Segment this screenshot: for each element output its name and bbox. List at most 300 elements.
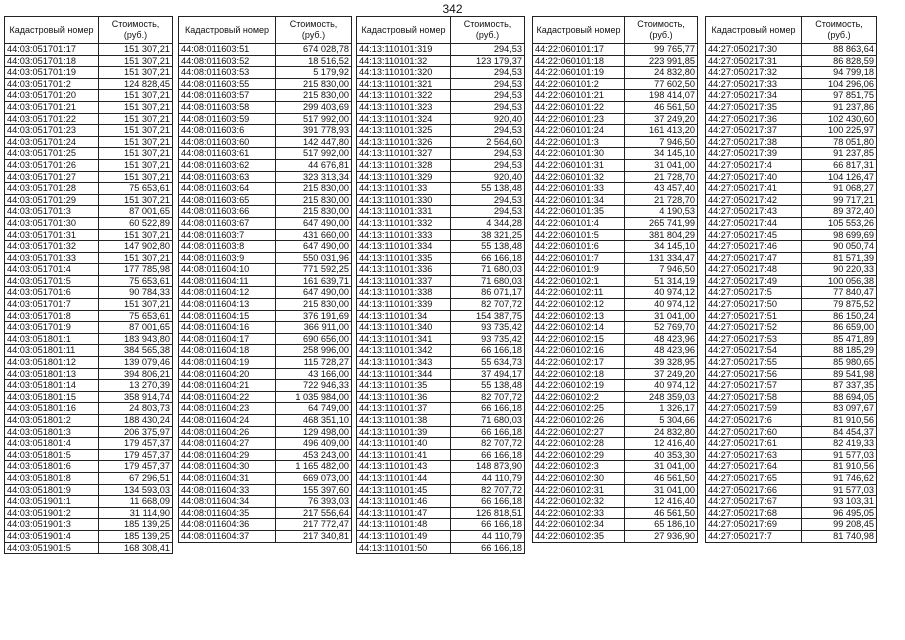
cost-value: 105 553,26 <box>802 217 877 229</box>
table-row <box>179 530 352 542</box>
cost-value: 215 830,00 <box>276 78 352 90</box>
cost-value: 67 296,51 <box>99 472 173 484</box>
cadastral-number: 44:22:060102:30 <box>533 472 625 484</box>
table-row <box>533 90 698 102</box>
cadastral-number: 44:03:051701:22 <box>5 113 99 125</box>
table-row <box>533 275 698 287</box>
cadastral-number: 44:22:060102:33 <box>533 507 625 519</box>
cost-value: 920,40 <box>451 171 525 183</box>
cadastral-number: 44:08:011603:65 <box>179 194 276 206</box>
cadastral-number: 44:03:051901:4 <box>5 530 99 542</box>
table-row <box>5 44 173 56</box>
table-row <box>179 252 352 264</box>
table-row <box>706 519 877 531</box>
cost-value: 91 577,03 <box>802 449 877 461</box>
table-row <box>5 299 173 311</box>
cost-value: 89 372,40 <box>802 206 877 218</box>
cost-value: 66 166,18 <box>451 426 525 438</box>
cadastral-number: 44:08:011604:20 <box>179 368 276 380</box>
cadastral-number: 44:27:050217:52 <box>706 322 802 334</box>
cost-value: 93 735,42 <box>451 333 525 345</box>
cost-value: 4 344,28 <box>451 217 525 229</box>
table-row <box>533 55 698 67</box>
table-row <box>706 438 877 450</box>
table-row <box>357 519 525 531</box>
cost-value: 12 416,40 <box>625 496 698 508</box>
table-row <box>706 345 877 357</box>
cadastral-number: 44:03:051701:7 <box>5 299 99 311</box>
cadastral-number: 44:27:050217:65 <box>706 472 802 484</box>
cost-value: 151 307,21 <box>99 136 173 148</box>
cadastral-number: 44:22:060102:14 <box>533 322 625 334</box>
cost-value: 99 717,21 <box>802 194 877 206</box>
table-row <box>179 322 352 334</box>
cost-value: 88 694,05 <box>802 391 877 403</box>
cost-value: 86 071,17 <box>451 287 525 299</box>
cost-value: 88 863,64 <box>802 44 877 56</box>
cadastral-number: 44:27:050217:54 <box>706 345 802 357</box>
cadastral-number: 44:03:051801:5 <box>5 449 99 461</box>
cost-value: 215 830,00 <box>276 90 352 102</box>
cost-value: 79 875,52 <box>802 299 877 311</box>
table-row <box>5 403 173 415</box>
table-row <box>179 426 352 438</box>
table-row <box>533 136 698 148</box>
table-row <box>5 438 173 450</box>
table-row <box>357 310 525 322</box>
cost-value: 24 832,80 <box>625 426 698 438</box>
cost-value: 86 150,24 <box>802 310 877 322</box>
table-row <box>357 415 525 427</box>
cadastral-number: 44:13:110101:323 <box>357 101 451 113</box>
cadastral-number: 44:27:050217:36 <box>706 113 802 125</box>
cadastral-number: 44:22:060101:23 <box>533 113 625 125</box>
cost-value: 674 028,78 <box>276 44 352 56</box>
cadastral-number: 44:08:011604:24 <box>179 415 276 427</box>
table-row <box>5 287 173 299</box>
table-row <box>179 55 352 67</box>
cost-value: 294,53 <box>451 101 525 113</box>
cost-value: 258 996,00 <box>276 345 352 357</box>
cost-value: 85 980,65 <box>802 357 877 369</box>
table-row <box>533 310 698 322</box>
table-row <box>357 78 525 90</box>
cadastral-number: 44:13:110101:48 <box>357 519 451 531</box>
table-row <box>179 345 352 357</box>
cadastral-number: 44:03:051801:3 <box>5 426 99 438</box>
cost-value: 139 079,46 <box>99 357 173 369</box>
table-row <box>357 380 525 392</box>
table-row <box>5 496 173 508</box>
cadastral-number: 44:27:050217:5 <box>706 287 802 299</box>
table-row <box>179 403 352 415</box>
table-row <box>533 101 698 113</box>
table-row <box>5 415 173 427</box>
cost-value: 129 498,00 <box>276 426 352 438</box>
header-cadastral-number: Кадастровый номер <box>5 17 99 44</box>
cost-value: 38 321,25 <box>451 229 525 241</box>
cadastral-number: 44:22:060102:3 <box>533 461 625 473</box>
cadastral-number: 44:08:011604:18 <box>179 345 276 357</box>
cadastral-number: 44:22:060101:31 <box>533 159 625 171</box>
cadastral-number: 44:22:060102:11 <box>533 287 625 299</box>
cost-value: 60 522,89 <box>99 217 173 229</box>
table-row <box>533 472 698 484</box>
cadastral-number: 44:13:110101:340 <box>357 322 451 334</box>
cadastral-number: 44:27:050217:69 <box>706 519 802 531</box>
table-row <box>179 333 352 345</box>
cost-value: 124 828,45 <box>99 78 173 90</box>
table-row <box>533 345 698 357</box>
cost-value: 81 571,39 <box>802 252 877 264</box>
cadastral-number: 44:22:060102:27 <box>533 426 625 438</box>
table-row <box>357 275 525 287</box>
cadastral-number: 44:13:110101:49 <box>357 530 451 542</box>
cost-value: 87 001,65 <box>99 206 173 218</box>
table-row <box>706 136 877 148</box>
table-row <box>5 542 173 554</box>
table-row <box>179 287 352 299</box>
table-row <box>357 55 525 67</box>
cadastral-number: 44:27:050217:57 <box>706 380 802 392</box>
table-row <box>533 67 698 79</box>
cost-value: 183 943,80 <box>99 333 173 345</box>
table-row <box>179 391 352 403</box>
table-row <box>533 229 698 241</box>
cadastral-number: 44:27:050217:64 <box>706 461 802 473</box>
cadastral-number: 44:27:050217:40 <box>706 171 802 183</box>
cost-value: 93 735,42 <box>451 322 525 334</box>
header-cost: Стоимость, (руб.) <box>99 17 173 44</box>
cadastral-number: 44:27:050217:48 <box>706 264 802 276</box>
header-cost: Стоимость, (руб.) <box>451 17 525 44</box>
cadastral-number: 44:13:110101:336 <box>357 264 451 276</box>
table-row <box>357 333 525 345</box>
cost-value: 71 680,03 <box>451 264 525 276</box>
cost-value: 24 832,80 <box>625 67 698 79</box>
cadastral-number: 44:22:060102:29 <box>533 449 625 461</box>
table-row <box>357 194 525 206</box>
cadastral-number: 44:13:110101:344 <box>357 368 451 380</box>
cost-value: 151 307,21 <box>99 194 173 206</box>
cadastral-number: 44:03:051801:6 <box>5 461 99 473</box>
table-row <box>5 380 173 392</box>
cost-value: 37 249,20 <box>625 368 698 380</box>
table-row <box>179 461 352 473</box>
cadastral-number: 44:03:051801:11 <box>5 345 99 357</box>
cost-value: 248 359,03 <box>625 391 698 403</box>
cost-value: 100 056,38 <box>802 275 877 287</box>
table-row <box>706 101 877 113</box>
table-row <box>706 125 877 137</box>
cadastral-number: 44:03:051701:3 <box>5 206 99 218</box>
cadastral-number: 44:13:110101:322 <box>357 90 451 102</box>
cost-value: 37 494,17 <box>451 368 525 380</box>
cadastral-number: 44:27:050217:67 <box>706 496 802 508</box>
table-row <box>533 299 698 311</box>
table-row <box>5 241 173 253</box>
cost-value: 168 308,41 <box>99 542 173 554</box>
cadastral-number: 44:27:050217:39 <box>706 148 802 160</box>
table-row <box>179 264 352 276</box>
cost-value: 91 068,27 <box>802 183 877 195</box>
cost-value: 87 001,65 <box>99 322 173 334</box>
cost-value: 37 249,20 <box>625 113 698 125</box>
cost-value: 123 179,37 <box>451 55 525 67</box>
cadastral-number: 44:03:051701:4 <box>5 264 99 276</box>
cadastral-table-1 <box>4 16 173 554</box>
table-row <box>179 241 352 253</box>
cadastral-number: 44:27:050217:58 <box>706 391 802 403</box>
cadastral-number: 44:27:050217:44 <box>706 217 802 229</box>
table-row <box>533 507 698 519</box>
cost-value: 104 296,06 <box>802 78 877 90</box>
cadastral-number: 44:27:050217:42 <box>706 194 802 206</box>
cadastral-number: 44:13:110101:39 <box>357 426 451 438</box>
table-row <box>706 472 877 484</box>
table-row <box>179 299 352 311</box>
cost-value: 55 138,48 <box>451 380 525 392</box>
table-row <box>179 90 352 102</box>
table-row <box>533 333 698 345</box>
cadastral-number: 44:08:011604:15 <box>179 310 276 322</box>
cadastral-number: 44:08:011603:55 <box>179 78 276 90</box>
cost-value: 151 307,21 <box>99 171 173 183</box>
cost-value: 198 414,07 <box>625 90 698 102</box>
table-row <box>5 333 173 345</box>
cost-value: 87 337,35 <box>802 380 877 392</box>
cost-value: 46 561,50 <box>625 507 698 519</box>
table-row <box>533 113 698 125</box>
cadastral-number: 44:08:011603:51 <box>179 44 276 56</box>
cadastral-number: 44:22:060102:34 <box>533 519 625 531</box>
table-row <box>179 357 352 369</box>
cost-value: 148 873,90 <box>451 461 525 473</box>
cost-value: 5 179,92 <box>276 67 352 79</box>
table-row <box>5 507 173 519</box>
table-row <box>5 519 173 531</box>
cost-value: 294,53 <box>451 78 525 90</box>
table-row <box>533 449 698 461</box>
cost-value: 323 313,34 <box>276 171 352 183</box>
cost-value: 215 830,00 <box>276 183 352 195</box>
cost-value: 88 185,29 <box>802 345 877 357</box>
cost-value: 147 902,80 <box>99 241 173 253</box>
cadastral-number: 44:22:060101:5 <box>533 229 625 241</box>
cost-value: 96 495,05 <box>802 507 877 519</box>
cost-value: 154 387,75 <box>451 310 525 322</box>
cost-value: 151 307,21 <box>99 299 173 311</box>
table-row <box>179 380 352 392</box>
cost-value: 517 992,00 <box>276 148 352 160</box>
cost-value: 550 031,96 <box>276 252 352 264</box>
cost-value: 115 728,27 <box>276 357 352 369</box>
cost-value: 40 353,30 <box>625 449 698 461</box>
table-row <box>5 357 173 369</box>
cadastral-number: 44:08:011604:22 <box>179 391 276 403</box>
cadastral-number: 44:13:110101:341 <box>357 333 451 345</box>
cost-value: 384 565,38 <box>99 345 173 357</box>
cost-value: 294,53 <box>451 194 525 206</box>
cadastral-number: 44:03:051701:28 <box>5 183 99 195</box>
cadastral-number: 44:27:050217:66 <box>706 484 802 496</box>
cadastral-number: 44:22:060102:15 <box>533 333 625 345</box>
cost-value: 55 634,73 <box>451 357 525 369</box>
cost-value: 77 840,47 <box>802 287 877 299</box>
cost-value: 91 237,86 <box>802 101 877 113</box>
cadastral-number: 44:03:051801:8 <box>5 472 99 484</box>
cadastral-number: 44:03:051801:9 <box>5 484 99 496</box>
cadastral-number: 44:03:051801:2 <box>5 415 99 427</box>
table-row <box>706 194 877 206</box>
table-row <box>533 438 698 450</box>
cadastral-number: 44:27:050217:53 <box>706 333 802 345</box>
cost-value: 44 110,79 <box>451 472 525 484</box>
cost-value: 134 593,03 <box>99 484 173 496</box>
cost-value: 151 307,21 <box>99 67 173 79</box>
cadastral-number: 44:08:011604:34 <box>179 496 276 508</box>
cost-value: 24 803,73 <box>99 403 173 415</box>
header-cadastral-number: Кадастровый номер <box>533 17 625 44</box>
table-row <box>357 136 525 148</box>
cadastral-number: 44:08:011603:62 <box>179 159 276 171</box>
cost-value: 215 830,00 <box>276 194 352 206</box>
table-row <box>357 159 525 171</box>
table-row <box>533 148 698 160</box>
cost-value: 185 139,25 <box>99 519 173 531</box>
table-row <box>179 159 352 171</box>
table-row <box>533 78 698 90</box>
cost-value: 18 516,52 <box>276 55 352 67</box>
table-row <box>5 252 173 264</box>
cadastral-number: 44:13:110101:41 <box>357 449 451 461</box>
cost-value: 294,53 <box>451 125 525 137</box>
table-row <box>5 368 173 380</box>
page-number: 342 <box>442 2 463 16</box>
cost-value: 179 457,37 <box>99 449 173 461</box>
cost-value: 394 806,21 <box>99 368 173 380</box>
cost-value: 93 103,31 <box>802 496 877 508</box>
cadastral-number: 44:03:051701:29 <box>5 194 99 206</box>
cadastral-number: 44:13:110101:50 <box>357 542 451 554</box>
cost-value: 84 454,37 <box>802 426 877 438</box>
table-row <box>5 113 173 125</box>
cadastral-number: 44:03:051701:26 <box>5 159 99 171</box>
cost-value: 75 653,61 <box>99 310 173 322</box>
cost-value: 7 946,50 <box>625 136 698 148</box>
table-row <box>357 345 525 357</box>
cadastral-number: 44:13:110101:44 <box>357 472 451 484</box>
table-row <box>5 391 173 403</box>
cadastral-number: 44:22:060101:19 <box>533 67 625 79</box>
cadastral-number: 44:08:011604:12 <box>179 287 276 299</box>
cost-value: 40 974,12 <box>625 299 698 311</box>
cost-value: 391 778,93 <box>276 125 352 137</box>
cost-value: 82 707,72 <box>451 391 525 403</box>
table-row <box>706 55 877 67</box>
table-row <box>179 67 352 79</box>
cost-value: 66 166,18 <box>451 345 525 357</box>
cadastral-number: 44:22:060101:30 <box>533 148 625 160</box>
cost-value: 151 307,21 <box>99 229 173 241</box>
table-row <box>357 507 525 519</box>
table-row <box>357 148 525 160</box>
table-row <box>706 217 877 229</box>
cadastral-number: 44:13:110101:33 <box>357 183 451 195</box>
cadastral-number: 44:13:110101:324 <box>357 113 451 125</box>
cost-value: 299 403,69 <box>276 101 352 113</box>
cadastral-number: 44:22:060102:13 <box>533 310 625 322</box>
table-row <box>706 484 877 496</box>
cadastral-number: 44:27:050217:41 <box>706 183 802 195</box>
table-row <box>5 484 173 496</box>
table-row <box>5 229 173 241</box>
cost-value: 52 769,70 <box>625 322 698 334</box>
cadastral-number: 44:27:050217:31 <box>706 55 802 67</box>
cost-value: 82 707,72 <box>451 299 525 311</box>
cadastral-number: 44:13:110101:339 <box>357 299 451 311</box>
cost-value: 31 114,90 <box>99 507 173 519</box>
cadastral-tables <box>4 16 901 622</box>
cost-value: 358 914,74 <box>99 391 173 403</box>
cost-value: 44 110,79 <box>451 530 525 542</box>
cost-value: 381 804,29 <box>625 229 698 241</box>
cadastral-table-4 <box>532 16 698 543</box>
cadastral-number: 44:08:011604:35 <box>179 507 276 519</box>
table-row <box>357 530 525 542</box>
cadastral-number: 44:03:051801:13 <box>5 368 99 380</box>
table-row <box>533 252 698 264</box>
cadastral-number: 44:22:060102:31 <box>533 484 625 496</box>
cadastral-number: 44:03:051701:33 <box>5 252 99 264</box>
cadastral-number: 44:27:050217:30 <box>706 44 802 56</box>
cost-value: 48 423,96 <box>625 345 698 357</box>
table-row <box>179 449 352 461</box>
header-cadastral-number: Кадастровый номер <box>179 17 276 44</box>
table-row <box>706 206 877 218</box>
table-row <box>533 461 698 473</box>
cost-value: 1 326,17 <box>625 403 698 415</box>
cost-value: 2 564,60 <box>451 136 525 148</box>
cadastral-number: 44:27:050217:45 <box>706 229 802 241</box>
cadastral-number: 44:08:011604:36 <box>179 519 276 531</box>
table-row <box>706 159 877 171</box>
cost-value: 21 728,70 <box>625 171 698 183</box>
table-row <box>706 357 877 369</box>
cost-value: 31 041,00 <box>625 310 698 322</box>
cadastral-number: 44:22:060101:4 <box>533 217 625 229</box>
cadastral-number: 44:27:050217:56 <box>706 368 802 380</box>
cadastral-number: 44:03:051701:2 <box>5 78 99 90</box>
cadastral-number: 44:08:011604:29 <box>179 449 276 461</box>
cadastral-number: 44:13:110101:333 <box>357 229 451 241</box>
table-row <box>179 183 352 195</box>
cadastral-number: 44:27:050217:7 <box>706 530 802 542</box>
cost-value: 31 041,00 <box>625 159 698 171</box>
table-row <box>533 287 698 299</box>
cadastral-number: 44:22:060101:21 <box>533 90 625 102</box>
table-row <box>706 496 877 508</box>
table-row <box>706 380 877 392</box>
table-row <box>179 229 352 241</box>
cost-value: 98 699,69 <box>802 229 877 241</box>
table-row <box>357 252 525 264</box>
cadastral-number: 44:13:110101:34 <box>357 310 451 322</box>
cadastral-number: 44:22:060102:26 <box>533 415 625 427</box>
cost-value: 1 035 984,00 <box>276 391 352 403</box>
cadastral-number: 44:03:051701:17 <box>5 44 99 56</box>
table-row <box>5 206 173 218</box>
